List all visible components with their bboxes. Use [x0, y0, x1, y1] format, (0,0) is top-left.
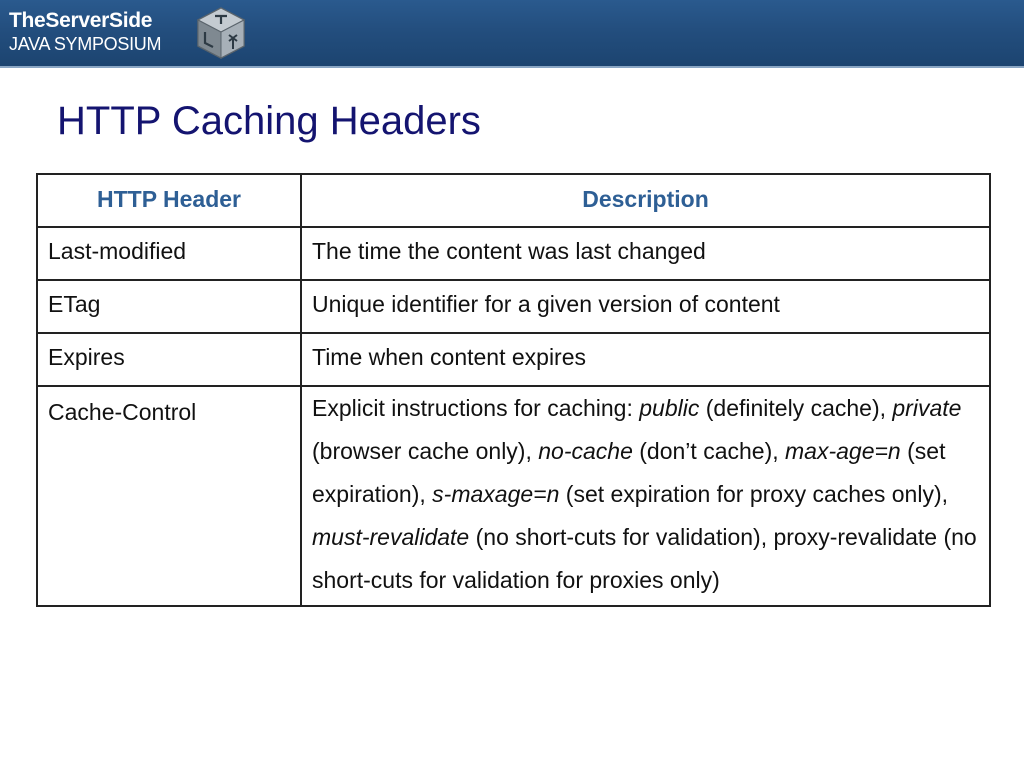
table-row: [37, 280, 990, 333]
header-description-cell: Unique identifier for a given version of content: [301, 280, 990, 333]
description-text: (definitely cache),: [699, 395, 893, 421]
header-description-cell: The time the content was last changed: [301, 227, 990, 280]
header-description-cell: Time when content expires: [301, 333, 990, 386]
table-row: [37, 386, 990, 606]
description-text: Explicit instructions for caching:: [312, 395, 640, 421]
logo-subtitle: JAVA SYMPOSIUM: [9, 34, 162, 54]
directive-s-maxage: s-maxage=n: [432, 481, 560, 507]
logo: [9, 9, 161, 55]
description-text: (don’t cache),: [632, 438, 786, 464]
directive-must-revalidate: must-revalidate: [312, 524, 470, 550]
directive-public: public: [639, 395, 700, 421]
header-name-cell: Cache-Control: [37, 386, 301, 606]
directive-private: private: [892, 395, 962, 421]
header-name-cell: ETag: [37, 280, 301, 333]
directive-no-cache: no-cache: [538, 438, 633, 464]
table-header-row: [37, 174, 990, 227]
cache-control-description-cell: [301, 386, 990, 606]
description-text: (set expiration for proxy caches only),: [559, 481, 948, 507]
logo-title: TheServerSide: [9, 9, 153, 32]
column-header-http-header: HTTP Header: [37, 174, 301, 227]
cube-logo-icon: [193, 5, 249, 61]
column-header-description: Description: [301, 174, 990, 227]
header-name-cell: Expires: [37, 333, 301, 386]
table-row: [37, 227, 990, 280]
description-text: (no short-cuts for validation), proxy-revalidate (no short-cuts for validation for proxies only): [312, 524, 977, 593]
directive-max-age: max-age=n: [785, 438, 901, 464]
header-bar: [0, 0, 1024, 68]
description-text: (set expiration),: [312, 438, 946, 507]
table-row: [37, 333, 990, 386]
header-name-cell: Last-modified: [37, 227, 301, 280]
caching-headers-table: [36, 173, 991, 607]
page-title: HTTP Caching Headers: [57, 99, 481, 143]
description-text: (browser cache only),: [312, 438, 539, 464]
